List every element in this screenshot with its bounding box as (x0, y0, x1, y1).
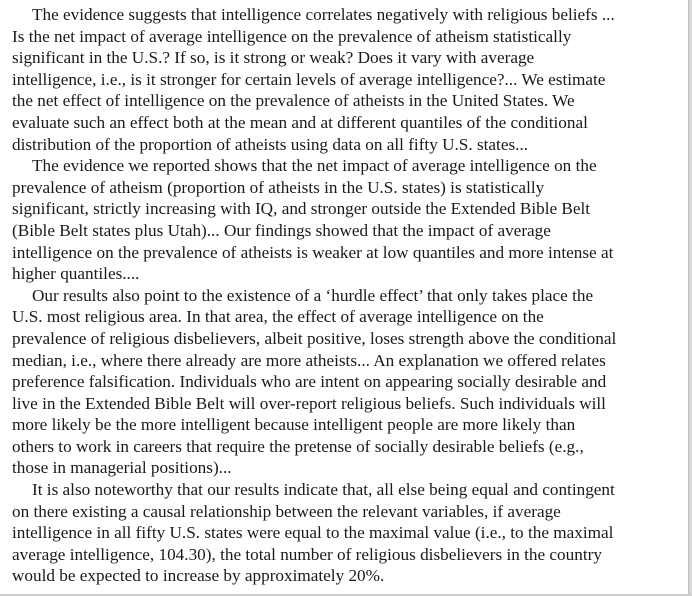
text-line: U.S. most religious area. In that area, the effect of average intelligence on the (12, 307, 544, 327)
text-line: Is the net impact of average intelligence on the prevalence of atheism statistically (12, 26, 572, 46)
text-line: It is also noteworthy that our results indicate that, all else being equal and contingent (32, 480, 615, 500)
text-line: Our results also point to the existence of a ‘hurdle effect’ that only takes place the (32, 285, 594, 305)
page-border-right (688, 0, 692, 596)
text-line: The evidence we reported shows that the net impact of average intelligence on the (32, 156, 597, 176)
document-text (12, 4, 684, 587)
text-line: intelligence, i.e., is it stronger for certain levels of average intelligence?... We estimate (12, 69, 606, 89)
text-line: significant in the U.S.? If so, is it strong or weak? Does it vary with average (12, 48, 535, 68)
text-line: median, i.e., where there already are more atheists... An explanation we offered relates (12, 350, 606, 370)
text-line: more likely be the more intelligent because intelligent people are more likely than (12, 415, 576, 435)
text-line: prevalence of religious disbelievers, albeit positive, loses strength above the conditional (12, 328, 617, 348)
text-line: average intelligence, 104.30), the total number of religious disbelievers in the country (12, 544, 602, 564)
paragraph-2 (12, 155, 684, 285)
text-line: higher quantiles.... (12, 264, 140, 284)
text-line: distribution of the proportion of atheists using data on all fifty U.S. states... (12, 134, 529, 154)
text-line: The evidence suggests that intelligence correlates negatively with religious beliefs ... (32, 5, 615, 24)
text-line: preference falsification. Individuals who are intent on appearing socially desirable and (12, 372, 607, 392)
text-line: prevalence of atheism (proportion of atheists in the U.S. states) is statistically (12, 177, 545, 197)
text-line: on there existing a causal relationship between the relevant variables, if average (12, 501, 561, 521)
text-line: significant, strictly increasing with IQ, and stronger outside the Extended Bible Belt (12, 199, 591, 219)
text-line: evaluate such an effect both at the mean and at different quantiles of the conditional (12, 112, 588, 132)
paragraph-1 (12, 4, 684, 155)
text-line: intelligence in all fifty U.S. states were equal to the maximal value (i.e., to the maximal (12, 523, 614, 543)
text-line: others to work in careers that require the pretense of socially desirable beliefs (e.g., (12, 436, 584, 456)
text-line: intelligence on the prevalence of atheists is weaker at low quantiles and more intense at (12, 242, 614, 262)
paragraph-4 (12, 479, 684, 587)
text-line: would be expected to increase by approximately 20%. (12, 566, 385, 586)
text-line: (Bible Belt states plus Utah)... Our findings showed that the impact of average (12, 220, 551, 240)
text-line: the net effect of intelligence on the prevalence of atheists in the United States. We (12, 91, 575, 111)
paragraph-3 (12, 285, 684, 479)
text-line: those in managerial positions)... (12, 458, 232, 478)
text-line: live in the Extended Bible Belt will over-report religious beliefs. Such individuals will (12, 393, 606, 413)
